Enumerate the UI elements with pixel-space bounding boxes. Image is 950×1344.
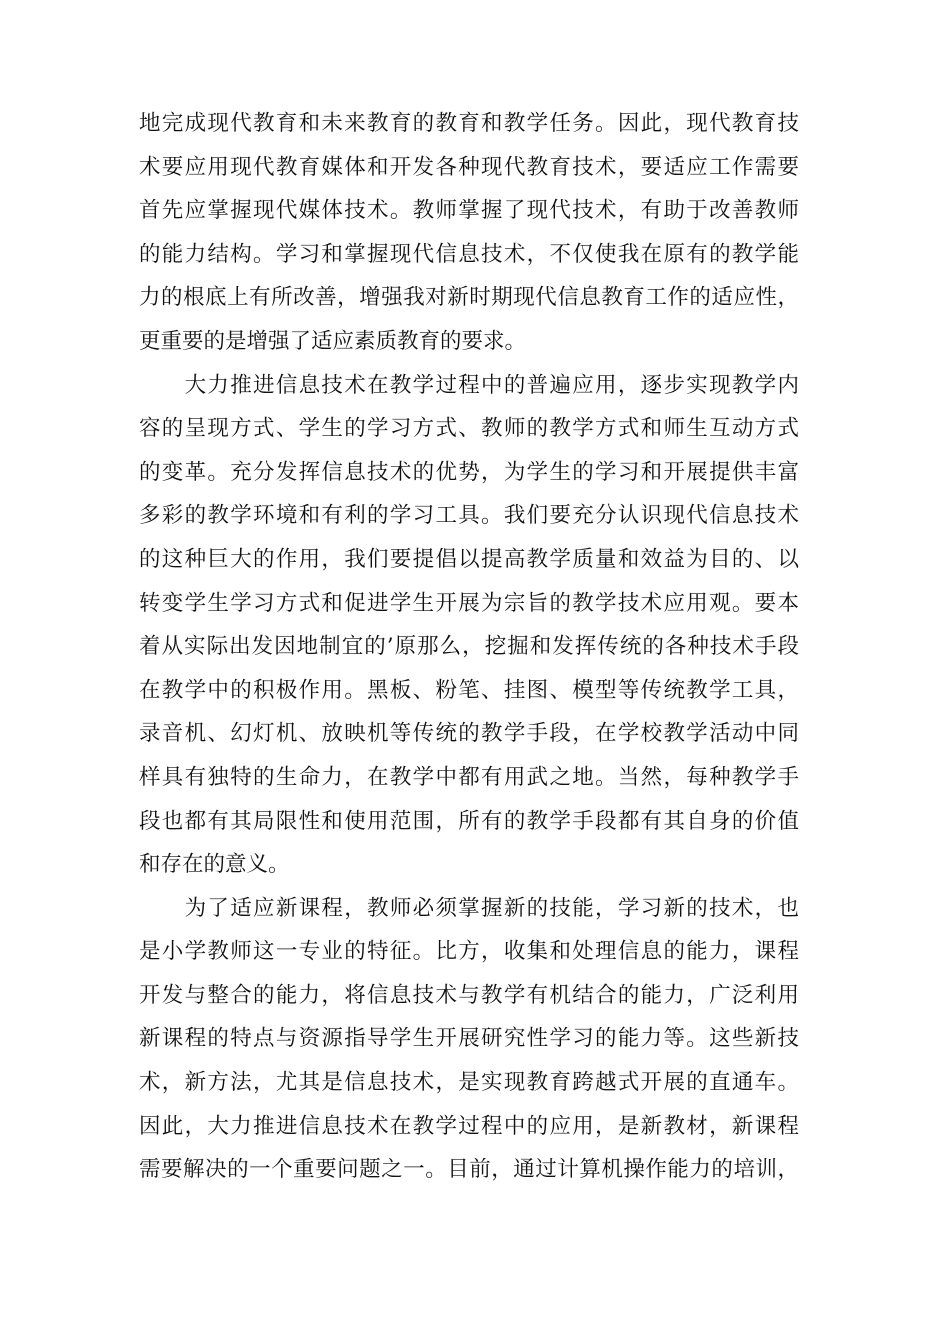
text-line: 是小学教师这一专业的特征。比方，收集和处理信息的能力，课程: [139, 939, 799, 965]
text-line: 首先应掌握现代媒体技术。教师掌握了现代技术，有助于改善教师: [139, 198, 799, 224]
text-line: 多彩的教学环境和有利的学习工具。我们要充分认识现代信息技术: [139, 503, 799, 529]
text-line: 录音机、幻灯机、放映机等传统的教学手段，在学校教学活动中同: [139, 721, 799, 747]
document-body: [139, 102, 799, 1192]
text-line: 的能力结构。学习和掌握现代信息技术，不仅使我在原有的教学能: [139, 241, 799, 267]
text-line: 段也都有其局限性和使用范围，所有的教学手段都有其自身的价值: [139, 808, 799, 834]
text-line: 需要解决的一个重要问题之一。目前，通过计算机操作能力的培训，: [139, 1157, 799, 1183]
text-line: 容的呈现方式、学生的学习方式、教师的教学方式和师生互动方式: [139, 416, 799, 442]
text-line: 大力推进信息技术在教学过程中的普遍应用，逐步实现教学内: [139, 372, 799, 398]
text-line: 更重要的是增强了适应素质教育的要求。: [139, 328, 527, 354]
text-line: 着从实际出发因地制宜的’原那么，挖掘和发挥传统的各种技术手段: [139, 634, 799, 660]
text-line: 术要应用现代教育媒体和开发各种现代教育技术，要适应工作需要: [139, 154, 799, 180]
text-line: 的变革。充分发挥信息技术的优势，为学生的学习和开展提供丰富: [139, 459, 799, 485]
text-line: 转变学生学习方式和促进学生开展为宗旨的教学技术应用观。要本: [139, 590, 799, 616]
text-line: 术，新方法，尤其是信息技术，是实现教育跨越式开展的直通车。: [139, 1070, 799, 1096]
text-line: 力的根底上有所改善，增强我对新时期现代信息教育工作的适应性，: [139, 285, 799, 311]
text-line: 和存在的意义。: [139, 852, 290, 878]
paragraph-1: [139, 102, 799, 364]
paragraph-3: [139, 887, 799, 1192]
text-line: 为了适应新课程，教师必须掌握新的技能，学习新的技术，也: [139, 895, 799, 921]
text-line: 样具有独特的生命力，在教学中都有用武之地。当然，每种教学手: [139, 764, 799, 790]
text-line: 在教学中的积极作用。黑板、粉笔、挂图、模型等传统教学工具，: [139, 677, 799, 703]
text-line: 的这种巨大的作用，我们要提倡以提高教学质量和效益为目的、以: [139, 546, 799, 572]
text-line: 新课程的特点与资源指导学生开展研究性学习的能力等。这些新技: [139, 1026, 799, 1052]
paragraph-2: [139, 364, 799, 887]
text-line: 开发与整合的能力，将信息技术与教学有机结合的能力，广泛利用: [139, 982, 799, 1008]
text-line: 地完成现代教育和未来教育的教育和教学任务。因此，现代教育技: [139, 111, 799, 136]
text-line: 因此，大力推进信息技术在教学过程中的应用，是新教材，新课程: [139, 1113, 799, 1139]
